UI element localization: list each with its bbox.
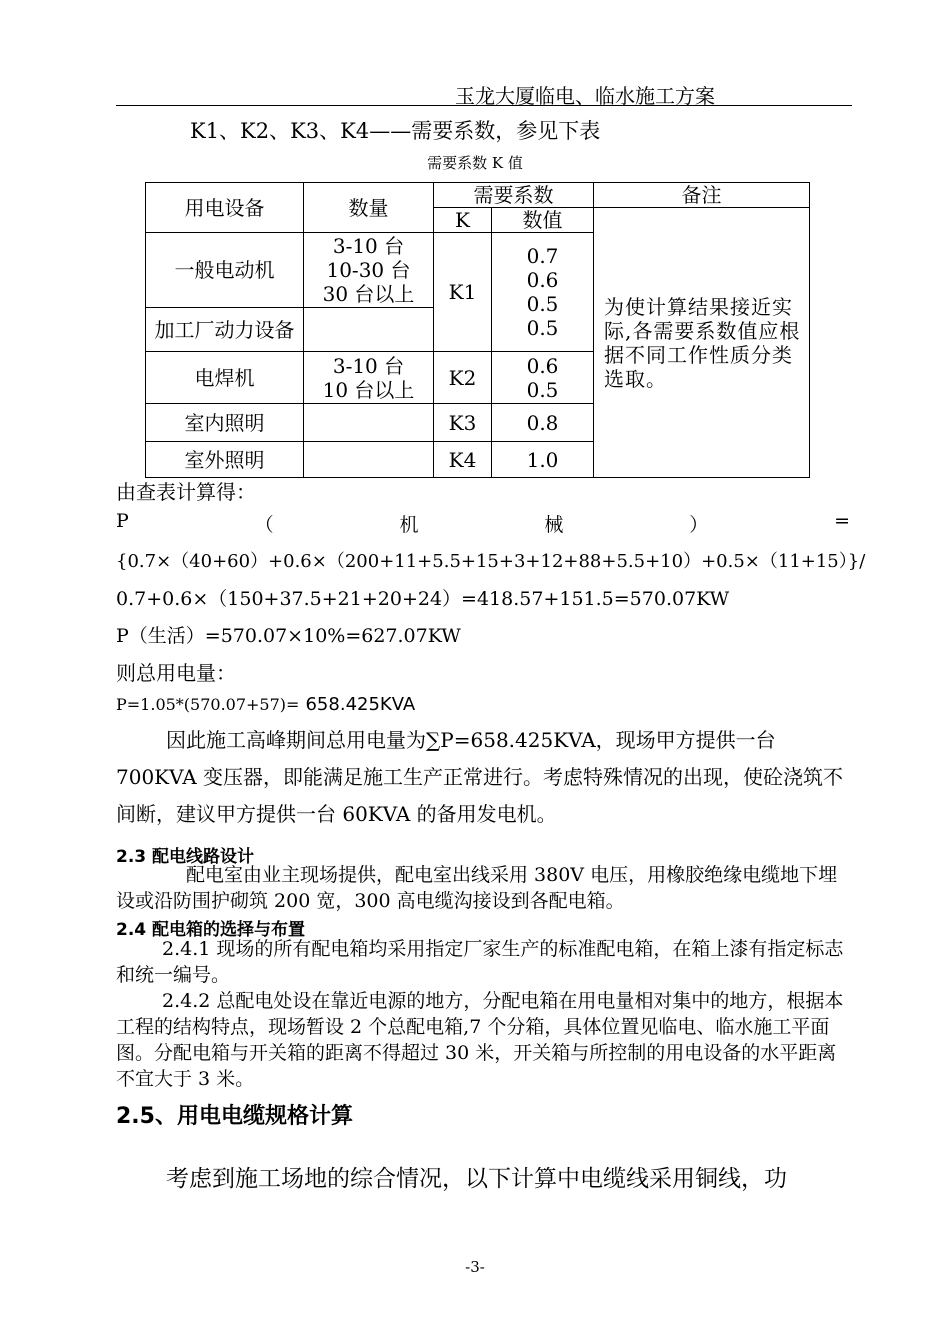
k-cell: K4 [434, 442, 492, 478]
header-coef: 需要系数 [434, 183, 594, 208]
device-cell: 电焊机 [146, 352, 304, 404]
quantity-cell [304, 442, 434, 478]
section-2-3-text: 配电室由业主现场提供，配电室出线采用 380V 电压，用橡胶绝缘电缆地下埋设或沿防围护砌筑 200 宽，300 高电缆沟接设到各配电箱。 [116, 864, 838, 912]
header-k: K [434, 208, 492, 233]
header-note: 备注 [594, 183, 810, 208]
calc-intro: 由查表计算得： [116, 480, 256, 504]
calc-line-4: P（生活）=570.07×10%=627.07KW [116, 625, 461, 647]
k-cell: K3 [434, 404, 492, 442]
section-2-5-text: 考虑到施工场地的综合情况，以下计算中电缆线采用铜线，功 [166, 1166, 787, 1192]
section-2-3-title: 2.3 配电线路设计 [116, 847, 255, 867]
value-cell: 0.6 0.5 [492, 352, 594, 404]
k-cell: K1 [434, 233, 492, 352]
calc-line-2: {0.7×（40+60）+0.6×（200+11+5.5+15+3+12+88+5.5+10）+0.5×（11+15）}/ [116, 551, 866, 572]
note-cell: 为使计算结果接近实际,各需要系数值应根据不同工作性质分类选取。 [594, 208, 810, 478]
intro-line: K1、K2、K3、K4——需要系数，参见下表 [190, 119, 601, 143]
header-value: 数值 [492, 208, 594, 233]
page-header-title: 玉龙大厦临电、临水施工方案 [455, 84, 715, 108]
conclusion-paragraph: 因此施工高峰期间总用电量为∑P=658.425KVA，现场甲方提供一台700KVA 变压器，即能满足施工生产正常进行。考虑特殊情况的出现，使砼浇筑不间断，建议甲方提供一台 60KVA 的备用发电机。 [116, 728, 844, 826]
section-2-5-title: 2.5、用电电缆规格计算 [116, 1104, 353, 1129]
table-caption: 需要系数 K 值 [427, 154, 523, 172]
quantity-cell: 3-10 台 10 台以上 [304, 352, 434, 404]
quantity-cell [304, 404, 434, 442]
section-2-4-1-text: 2.4.1 现场的所有配电箱均采用指定厂家生产的标准配电箱，在箱上漆有指定标志和统一编号。 [116, 938, 844, 986]
calc-line-3: 0.7+0.6×（150+37.5+21+20+24）=418.57+151.5=570.07KW [116, 588, 730, 610]
k-value-table [145, 182, 810, 478]
header-device: 用电设备 [146, 183, 304, 233]
value-cell: 0.7 0.6 0.5 0.5 [492, 233, 594, 352]
header-quantity: 数量 [304, 183, 434, 233]
header-divider [116, 105, 852, 106]
quantity-cell: 3-10 台 10-30 台 30 台以上 [304, 233, 434, 308]
device-cell: 一般电动机 [146, 233, 304, 308]
section-2-4-title: 2.4 配电箱的选择与布置 [116, 920, 306, 940]
device-cell: 室内照明 [146, 404, 304, 442]
device-cell: 加工厂动力设备 [146, 308, 304, 352]
quantity-cell [304, 308, 434, 352]
calc-line-6: P=1.05*(570.07+57)= 658.425KVA [116, 694, 416, 715]
device-cell: 室外照明 [146, 442, 304, 478]
page-number: -3- [465, 1258, 485, 1276]
value-cell: 0.8 [492, 404, 594, 442]
value-cell: 1.0 [492, 442, 594, 478]
calc-p-machine: P （ 机 械 ） = [116, 510, 850, 536]
k-cell: K2 [434, 352, 492, 404]
calc-line-5: 则总用电量： [116, 661, 236, 685]
section-2-4-2-text: 2.4.2 总配电处设在靠近电源的地方，分配电箱在用电量相对集中的地方，根据本工程的结构特点，现场暂设 2 个总配电箱,7 个分箱，具体位置见临电、临水施工平面图。分配电箱与开关箱的距离不得超过 30 米，开关箱与所控制的用电设备的水平距离不宜大于 3 米。 [116, 990, 844, 1090]
